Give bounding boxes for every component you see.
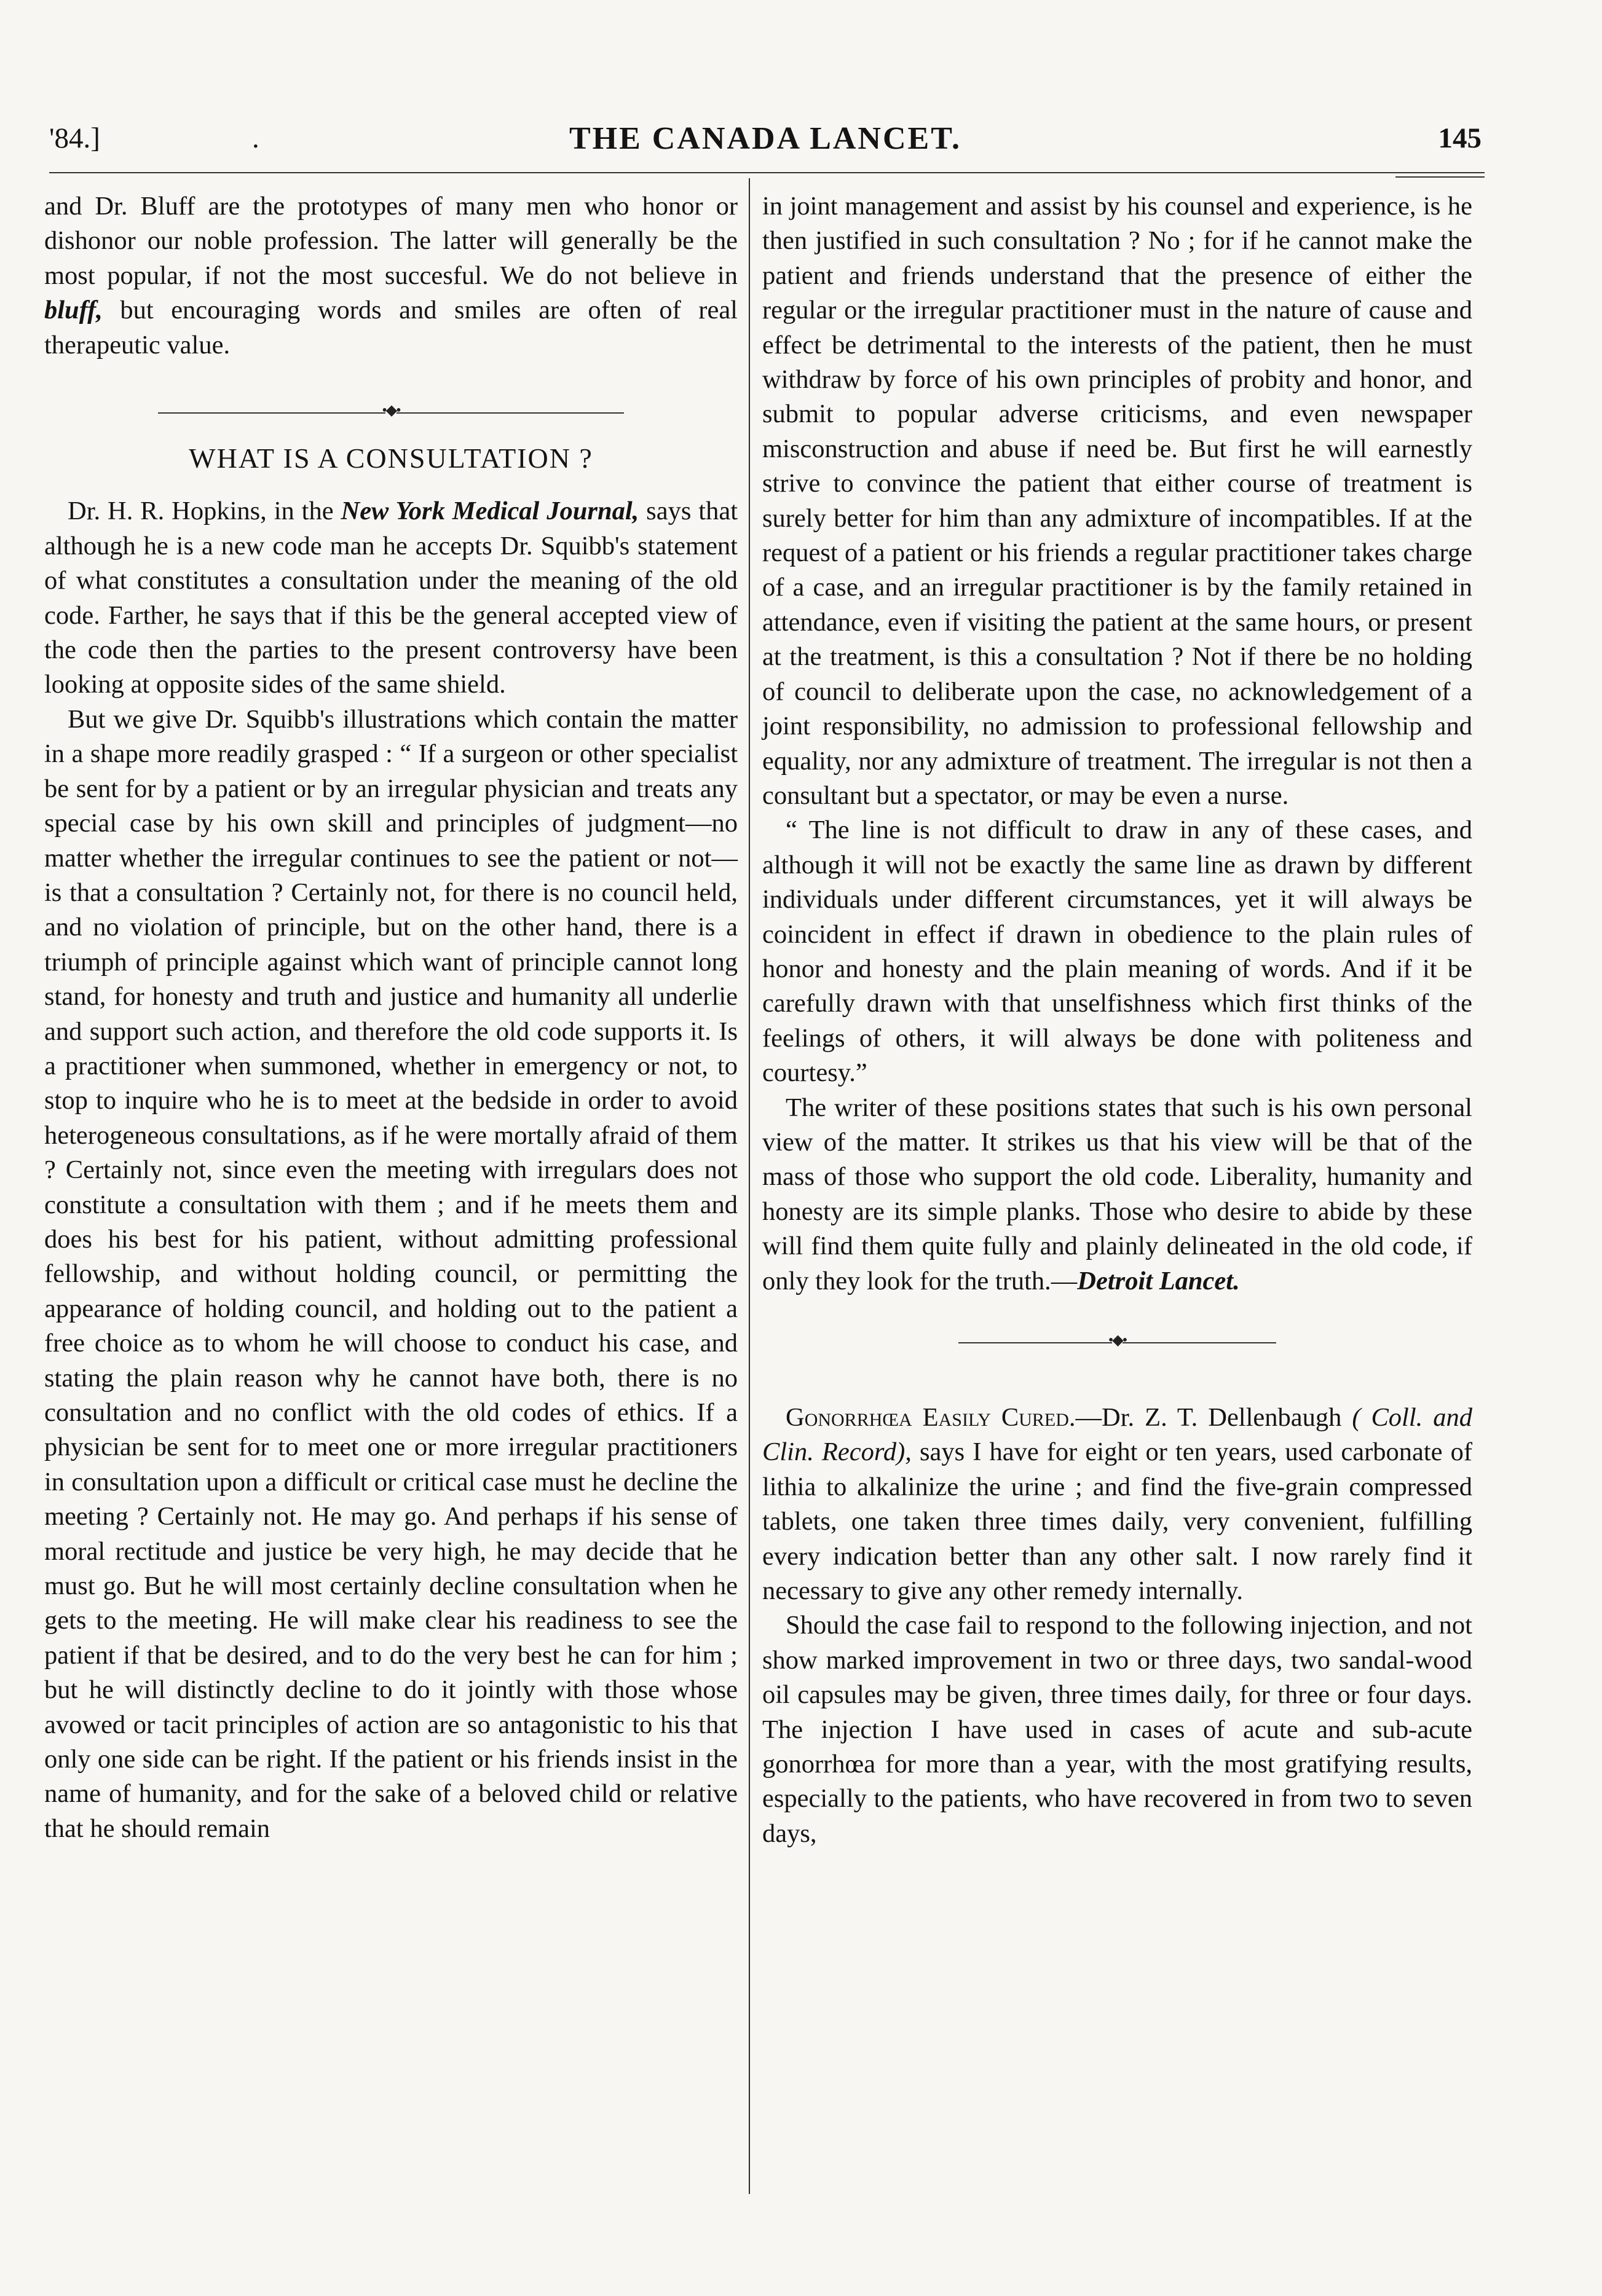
section-title: WHAT IS A CONSULTATION ? [189,442,593,474]
article-paragraph-2: But we give Dr. Squibb's illustrations which contain the matter in a shape more readily grasped : “ If a surgeon or other specialist be sent for by a patient or by an irregular physician and treats any special case by his own skill and principles of judgment—no matter whether the irregular continues to see the patient or not—is that a consultation ? Certainly not, for there is no council held, and no violation of principle, but on the other hand, there is a triumph of principle against which want of principle cannot long stand, for honesty and truth and justice and humanity all underlie and support such action, and therefore the old code supports it. Is a practitioner when summoned, whether in emergency or not, to stop to inquire who he is to meet at the bedside in order to avoid heterogeneous consultations, as if he were mortally afraid of them ? Certainly not, since even the meeting with irregulars does not constitute a consultation with them ; and if he meets them and does his best for his patient, without admitting professional fellowship, and without holding council, or permitting the appearance of holding council, and holding out to the patient a free choice as to whom he will choose to conduct his case, and stating the plain reason why he cannot have both, there is no consultation and no conflict with the old codes of ethics. If a physician be sent for to meet one or more irregular practitioners in consultation upon a difficult or critical case must he decline the meeting ? Certainly not. He may go. And perhaps if his sense of moral rectitude and justice be very high, he may decide that he must go. But he will most certainly decline consultation when he gets to the meeting. He will make clear his readiness to see the patient if that be desired, and to do the very best he can for him ; but he will distinctly decline to do it jointly with those whose avowed or tacit principles of action are so antagonistic to his that only one side can be right. If the patient or his friends insist in the name of humanity, and for the sake of a beloved child or relative that he should remain [44,704,738,1843]
journal-title: THE CANADA LANCET. [569,121,962,156]
right-column [762,189,1472,1851]
article-paragraph-1: Dr. H. R. Hopkins, in the New York Medical Journal, says that although he is a new code man he accepts Dr. Squibb's statement of what constitutes a consultation under the meaning of the old code. Farther, he says that if this be the general accepted view of the code then the parties to the present controversy have been looking at opposite sides of the same shield. [44,497,738,699]
gonorrhoea-paragraph-1: Gonorrhœa Easily Cured.—Dr. Z. T. Dellenbaugh ( Coll. and Clin. Record), says I have for eight or ten years, used carbonate of lithia to alkalinize the urine ; and find the five-grain compressed tablets, one taken three times daily, very convenient, fulfilling every indication better than any other salt. I now rarely find it necessary to give any other remedy internally. [762,1403,1473,1606]
header-rule-short [1395,176,1485,178]
column-divider [749,178,750,2194]
left-paragraph-continuation: and Dr. Bluff are the prototypes of many men who honor or dishonor our noble profession. The latter will generally be the most popular, if not the most succesful. We do not believe in bluff, but encouraging words and smiles are often of real therapeutic value. [44,192,738,360]
issue-year: '84.] [49,122,100,154]
journal-name-emphasis: New York Medical Journal, [341,497,639,526]
section-separator-2: •◆• [762,1317,1472,1364]
source-citation: Detroit Lancet. [1077,1266,1240,1295]
emphasis-bluff: bluff, [44,296,103,325]
gonorrhoea-paragraph-2: Should the case fail to respond to the following injection, and not show marked improvement in two or three days, two sandal-wood oil capsules may be given, three times daily, for three or four days. The injection I have used in cases of acute and sub-acute gonorrhœa for more than a year, with the most gratifying results, especially to the patients, who have recovered in from two to seven days, [762,1611,1472,1848]
header-rule [49,172,1485,173]
page-number: 145 [1438,122,1482,154]
left-column [44,189,738,1846]
running-header [49,117,1482,166]
right-paragraph-continuation: in joint management and assist by his counsel and experience, is he then justified in such consultation ? No ; for if he cannot make the patient and friends understand that the presence of either the regular or the irregular practitioner must in the nature of cause and effect be detrimental to the interests of the patient, then he must withdraw by force of his own principles of probity and honor, and submit to popular adverse criticisms, and even newspaper misconstruction and abuse if need be. But first he will earnestly strive to convince the patient that either course of treatment is surely better for him than any admixture of incompatibles. If at the request of a patient or his friends a regular practitioner takes charge of a case, and an irregular practitioner is by the family retained in attendance, even if visiting the patient at the same hours, or present at the treatment, is this a consultation ? Not if there be no holding of council to deliberate upon the case, no acknowledgement of a joint responsibility, no admission to professional fellowship and equality, nor any admixture of treatment. The irregular is not then a consultant but a spectator, or may be even a nurse. [762,192,1472,810]
item-title: Gonorrhœa Easily Cured. [786,1403,1076,1432]
closing-paragraph: The writer of these positions states that such is his own personal view of the matter. It strikes us that his view will be that of the mass of those who support the old code. Liberality, humanity and honesty are its simple planks. Those who desire to abide by these will find them quite fully and plainly delineated in the old code, if only they look for the truth.—Detroit Lancet. [762,1093,1472,1295]
quote-paragraph: “ The line is not difficult to draw in any of these cases, and although it will not be exactly the same line as drawn by different individuals under different circumstances, yet it will always be coincident in effect if drawn in obedience to the plain rules of honor and honesty and the plain meaning of words. And if it be carefully drawn with that unselfishness which first thinks of the feelings of others, it will always be done with politeness and courtesy.” [762,816,1472,1088]
header-dot: . [252,122,259,154]
journal-citation: ( Coll. and Clin. Record), [762,1403,1472,1467]
section-separator: •◆• [44,387,738,434]
